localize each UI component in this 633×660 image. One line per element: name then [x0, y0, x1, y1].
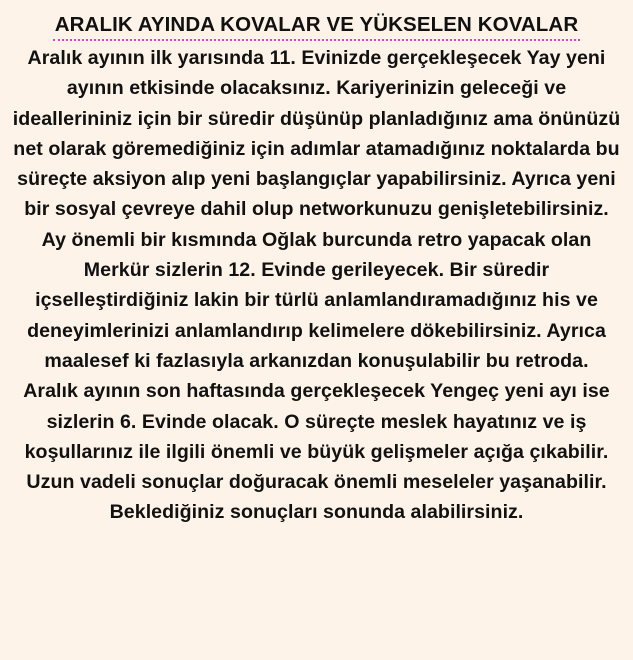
paragraph-mercury-retrograde: Ay önemli bir kısmında Oğlak burcunda retro yapacak olan Merkür sizlerin 12. Evinde gerileyecek. Bir süredir içselleştirdiğiniz lakin bir türlü anlamlandıramadığınız his ve deneyimlerinizi anlamlandırıp kelimelere dökebilirsiniz. Ayrıca maalesef ki fazlasıyla arkanızdan konuşulabilir bu retroda.	[27, 228, 606, 372]
document-body	[8, 43, 625, 528]
document-title: ARALIK AYINDA KOVALAR VE YÜKSELEN KOVALAR	[53, 12, 580, 41]
paragraph-december-first-half: Aralık ayının ilk yarısında 11. Evinizde gerçekleşecek Yay yeni ayının etkisinde olacaksınız. Kariyerinizin geleceği ve ideallerininiz için bir süredir düşünüp planladığınız ama önünüzü net olarak göremediğiniz için adımlar atamadığınız noktalarda bu süreçte aksiyon alıp yeni başlangıçlar yapabilirsiniz. Ayrıca yeni bir sosyal çevreye dahil olup networkunuzu genişletebilirsiniz.	[12, 47, 621, 221]
paragraph-december-last-week: Aralık ayının son haftasında gerçekleşecek Yengeç yeni ayı ise sizlerin 6. Evinde olacak. O süreçte meslek hayatınız ve iş koşullarınız ile ilgili önemli ve büyük gelişmeler açığa çıkabilir. Uzun vadeli sonuçlar doğuracak önemli meseleler yaşanabilir. Beklediğiniz sonuçları sonunda alabilirsiniz.	[23, 380, 610, 524]
